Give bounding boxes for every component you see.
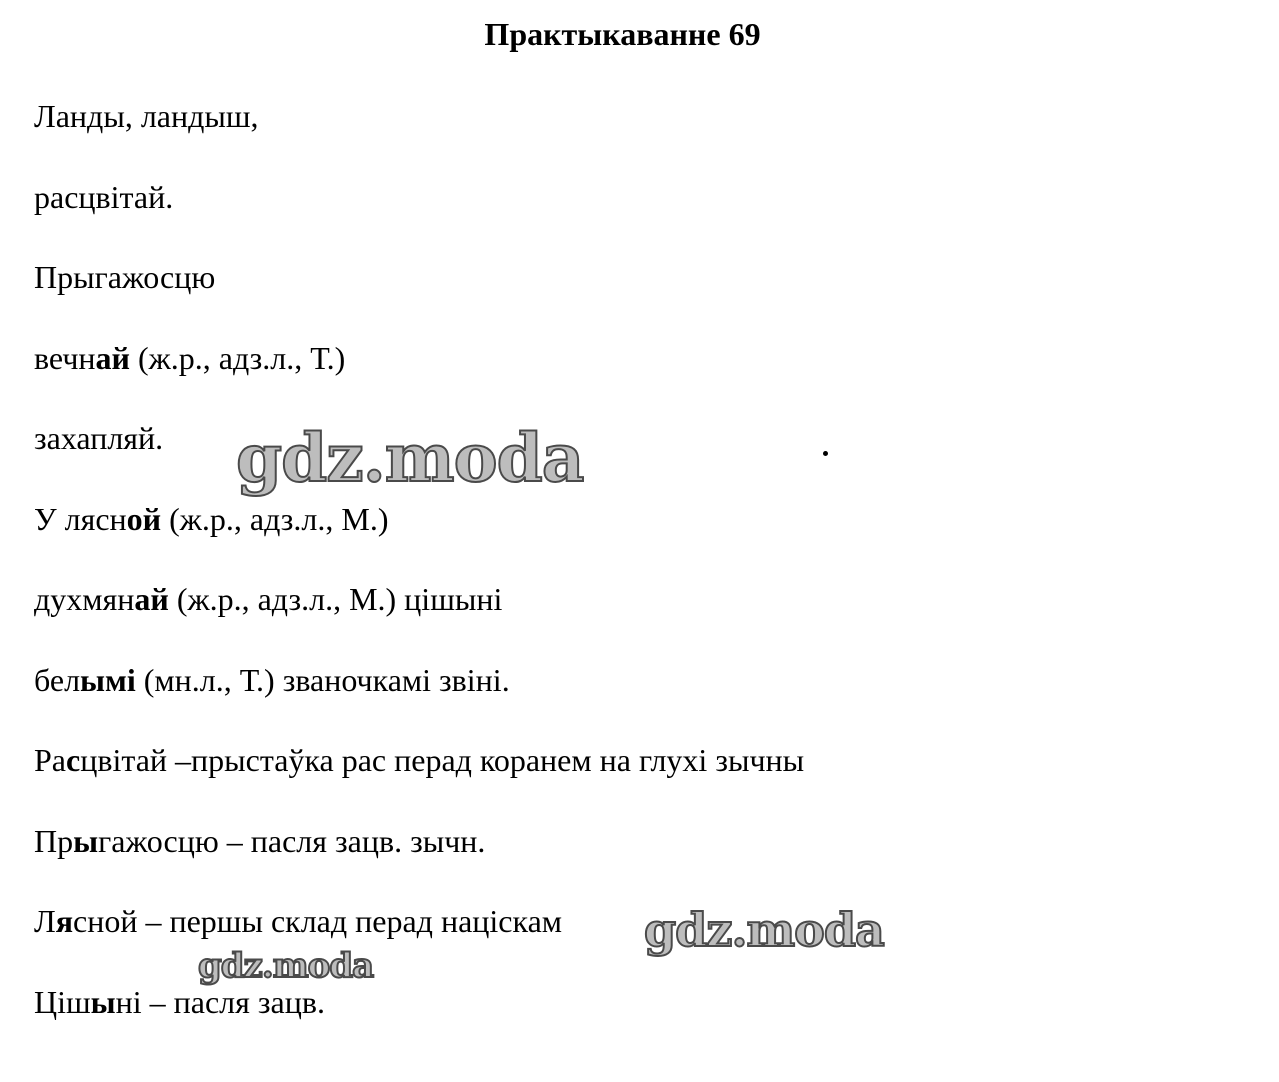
text-line: [34, 579, 804, 619]
text-segment: сной – першы склад перад націскам: [73, 903, 563, 939]
text-line: [34, 982, 804, 1022]
highlighted-ending: ай: [95, 339, 130, 376]
text-line: [34, 821, 804, 861]
text-segment: вечн: [34, 339, 96, 376]
text-segment: (ж.р., адз.л., М.): [161, 500, 389, 537]
highlighted-ending: ымі: [80, 661, 136, 698]
text-segment: Ра: [34, 742, 66, 778]
highlighted-ending: я: [55, 903, 74, 939]
text-line: [34, 338, 804, 378]
watermark-logo: gdz.moda: [198, 946, 374, 986]
text-line: [34, 499, 804, 539]
text-segment: захапляй.: [34, 420, 164, 456]
text-segment: Пр: [34, 822, 74, 859]
page-title: Практыкаванне 69: [484, 16, 761, 52]
text-segment: цвітай –прыстаўка рас перад коранем на глухі зычны: [80, 742, 805, 778]
text-segment: (мн.л., Т.) званочкамі звіні.: [135, 661, 510, 698]
highlighted-ending: ай: [134, 581, 169, 617]
text-line: [34, 96, 804, 136]
stray-dot: [823, 451, 828, 456]
text-segment: (ж.р., адз.л., Т.): [129, 339, 346, 376]
text-segment: расцвітай.: [34, 178, 174, 215]
highlighted-ending: ы: [90, 983, 116, 1020]
text-segment: У лясн: [34, 500, 127, 537]
highlighted-ending: ы: [73, 822, 99, 859]
text-segment: (ж.р., адз.л., М.) цішыні: [168, 581, 503, 617]
highlighted-ending: ой: [126, 500, 162, 537]
watermark-logo: gdz.moda: [644, 903, 884, 957]
highlighted-ending: с: [66, 742, 81, 778]
text-line: [34, 177, 804, 217]
text-line: [34, 257, 804, 297]
text-segment: духмян: [34, 581, 135, 617]
text-segment: бел: [34, 661, 81, 698]
text-segment: Л: [34, 903, 56, 939]
text-segment: гажосцю – пасля зацв. зычн.: [98, 822, 486, 859]
watermark-logo: gdz.moda: [236, 419, 584, 497]
text-line: [34, 660, 804, 700]
text-segment: Ланды, ландыш,: [34, 98, 259, 134]
text-segment: Ціш: [34, 983, 91, 1020]
text-segment: Прыгажосцю: [34, 259, 216, 295]
text-segment: ні – пасля зацв.: [115, 983, 325, 1020]
text-line: [34, 740, 804, 780]
